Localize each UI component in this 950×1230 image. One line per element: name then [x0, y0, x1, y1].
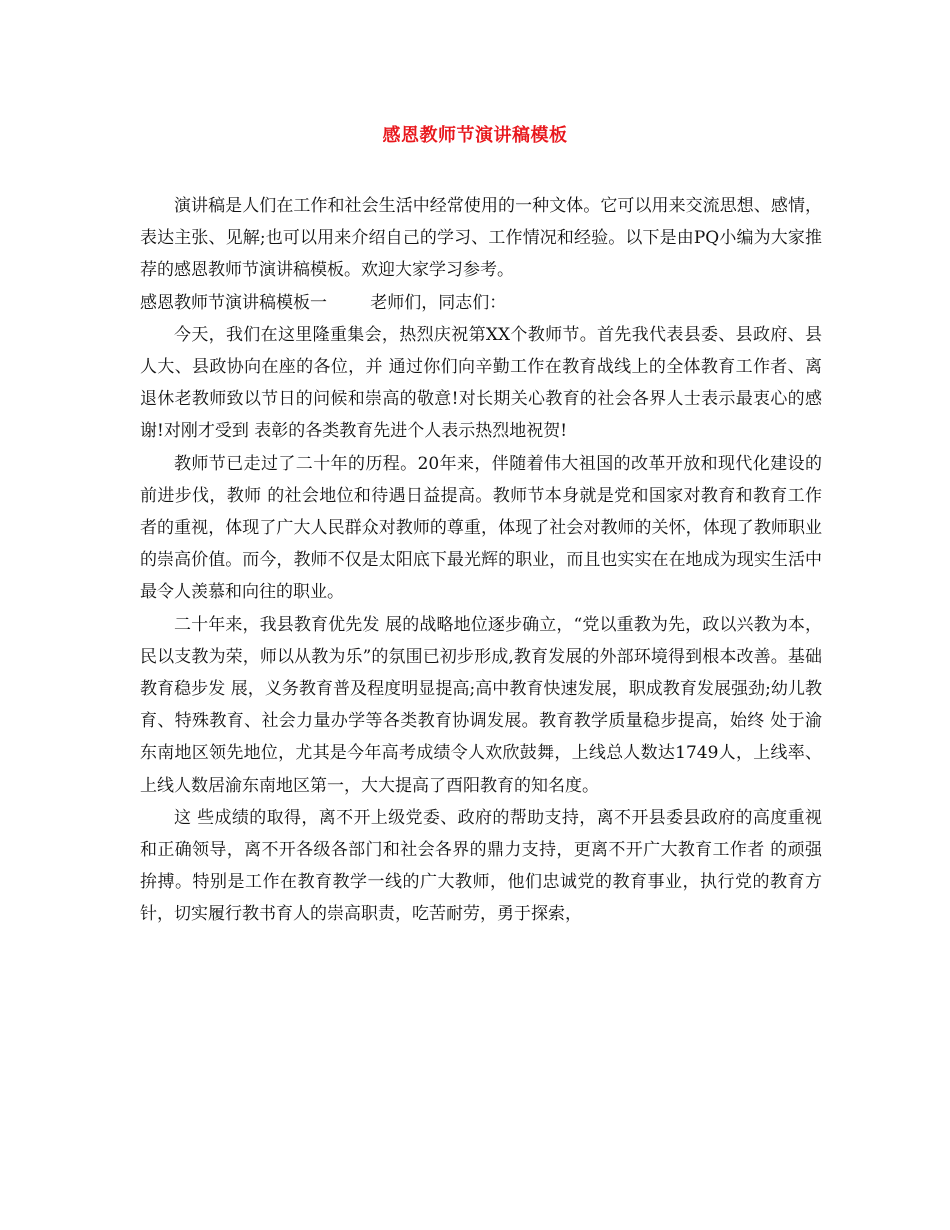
body-paragraph-2: 教师节已走过了二十年的历程。20年来，伴随着伟大祖国的改革开放和现代化建设的前进步伐，教师 的社会地位和待遇日益提高。教师节本身就是党和国家对教育和教育工作者的重视，体现了广大人民群众对教师的尊重，体现了社会对教师的关怀，体现了教师职业 的崇高价值。而今，教师不仅是太阳底下最光辉的职业，而且也实实在在地成为现实生活中最令人羡慕和向往的职业。 [140, 453, 822, 603]
section-heading: 感恩教师节演讲稿模板一 [140, 292, 327, 313]
body-paragraph-1: 今天，我们在这里隆重集会，热烈庆祝第XX个教师节。首先我代表县委、县政府、县人大、县政协向在座的各位，并 通过你们向辛勤工作在教育战线上的全体教育工作者、离退休老教师致以节日的问候和崇高的敬意!对长期关心教育的社会各界人士表示最衷心的感谢!对刚才受到 表彰的各类教育先进个人表示热烈地祝贺! [140, 324, 822, 442]
salutation: 老师们，同志们： [370, 292, 507, 313]
body-paragraph-4: 这 些成绩的取得，离不开上级党委、政府的帮助支持，离不开县委县政府的高度重视和正确领导，离不开各级各部门和社会各界的鼎力支持，更离不开广大教育工作者 的顽强拚搏。特别是工作在教育教学一线的广大教师，他们忠诚党的教育事业，执行党的教育方针，切实履行教书育人的崇高职责，吃苦耐劳，勇于探索， [140, 807, 822, 925]
document-title: 感恩教师节演讲稿模板 [382, 125, 568, 146]
body-paragraph-3: 二十年来，我县教育优先发 展的战略地位逐步确立，“党以重教为先，政以兴教为本，民以支教为荣，师以从教为乐”的氛围已初步形成,教育发展的外部环境得到根本改善。基础教育稳步发 展，义务教育普及程度明显提高;高中教育快速发展，职成教育发展强劲;幼儿教育、特殊教育、社会力量办学等各类教育协调发展。教育教学质量稳步提高，始终 处于渝东南地区领先地位，尤其是今年高考成绩令人欢欣鼓舞，上线总人数达1749人，上线率、上线人数居渝东南地区第一，大大提高了酉阳教育的知名度。 [140, 614, 822, 796]
document-body [140, 190, 822, 931]
intro-paragraph: 演讲稿是人们在工作和社会生活中经常使用的一种文体。它可以用来交流思想、感情，表达主张、见解;也可以用来介绍自己的学习、工作情况和经验。以下是由PQ小编为大家推荐的感恩教师节演讲稿模板。欢迎大家学习参考。 [140, 196, 822, 281]
section-heading-line [140, 287, 822, 319]
